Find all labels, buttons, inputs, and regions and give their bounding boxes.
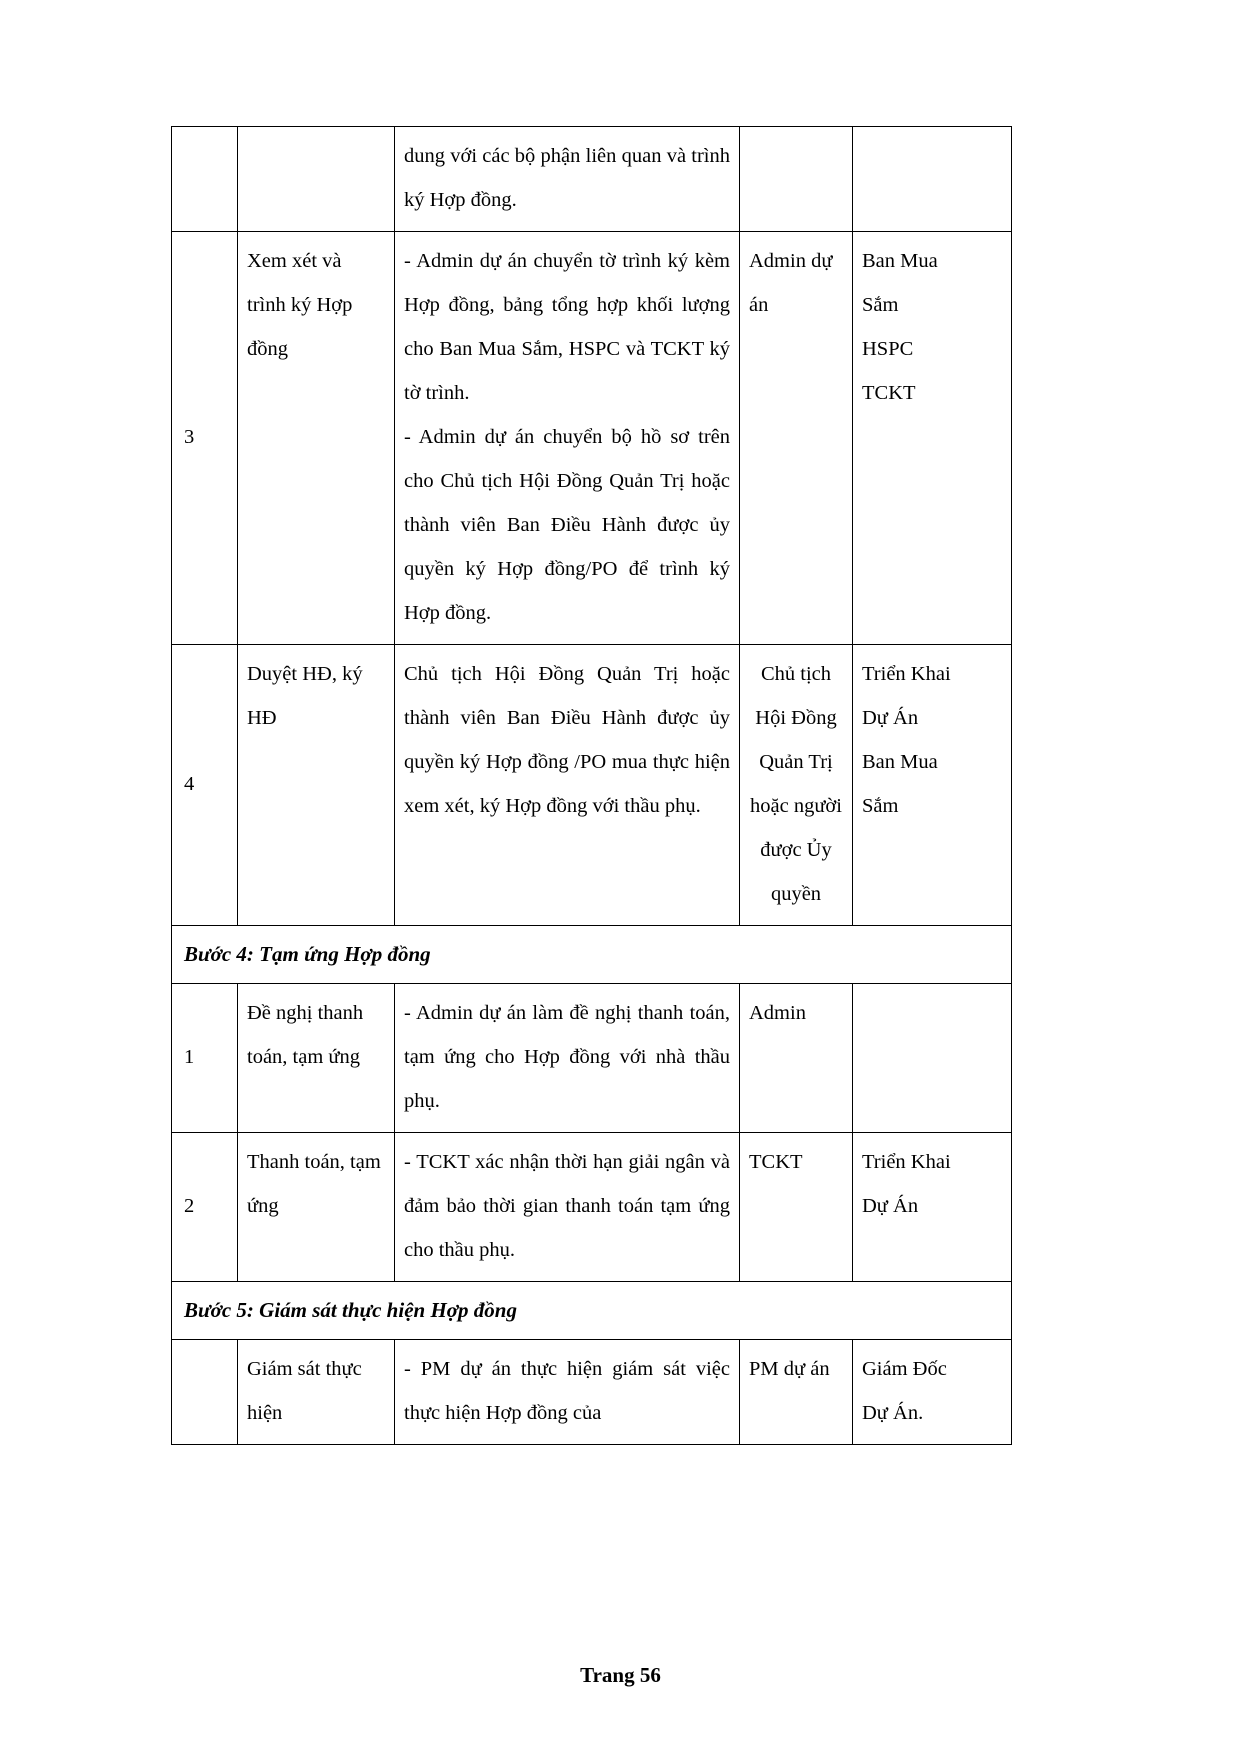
desc-paragraph: - Admin dự án chuyển tờ trình ký kèm Hợp đồng, bảng tổng hợp khối lượng cho Ban Mua Sắm, HSPC và TCKT ký tờ trình. (404, 250, 730, 404)
cell-no: 3 (172, 232, 238, 645)
rel-line: Triển Khai (862, 1151, 951, 1173)
rel-line: Ban Mua (862, 751, 938, 773)
cell-desc: dung với các bộ phận liên quan và trình ký Hợp đồng. (395, 127, 740, 232)
cell-desc: Chủ tịch Hội Đồng Quản Trị hoặc thành viên Ban Điều Hành được ủy quyền ký Hợp đồng /PO mua thực hiện xem xét, ký Hợp đồng với thầu phụ. (395, 645, 740, 926)
section-title: Bước 5: Giám sát thực hiện Hợp đồng (172, 1282, 1012, 1340)
cell-step: Xem xét và trình ký Hợp đồng (238, 232, 395, 645)
procedure-table (171, 126, 1012, 1445)
cell-step: Thanh toán, tạm ứng (238, 1133, 395, 1282)
cell-step: Duyệt HĐ, ký HĐ (238, 645, 395, 926)
cell-resp: Admin dự án (740, 232, 853, 645)
cell-resp: PM dự án (740, 1340, 853, 1445)
section-title: Bước 4: Tạm ứng Hợp đồng (172, 926, 1012, 984)
table-row (172, 984, 1012, 1133)
table-row (172, 1133, 1012, 1282)
page-footer: Trang 56 (580, 1663, 661, 1687)
rel-line: Ban Mua (862, 250, 938, 272)
cell-desc (395, 232, 740, 645)
cell-resp (740, 127, 853, 232)
cell-step: Đề nghị thanh toán, tạm ứng (238, 984, 395, 1133)
desc-paragraph: - Admin dự án chuyển bộ hồ sơ trên cho Chủ tịch Hội Đồng Quản Trị hoặc thành viên Ban Điều Hành được ủy quyền ký Hợp đồng/PO để trình ký Hợp đồng. (404, 426, 730, 624)
section-header-row (172, 926, 1012, 984)
cell-rel (853, 1133, 1012, 1282)
rel-line: TCKT (862, 382, 916, 404)
rel-line: Triển Khai (862, 663, 951, 685)
cell-resp: Admin (740, 984, 853, 1133)
cell-no: 1 (172, 984, 238, 1133)
rel-line: Sắm (862, 795, 899, 817)
cell-rel (853, 232, 1012, 645)
rel-line: Dự Án. (862, 1402, 924, 1424)
table-row (172, 645, 1012, 926)
cell-no (172, 127, 238, 232)
cell-desc: - PM dự án thực hiện giám sát việc thực hiện Hợp đồng của (395, 1340, 740, 1445)
table-row (172, 127, 1012, 232)
rel-line: Giám Đốc (862, 1358, 947, 1380)
rel-line: Dự Án (862, 707, 919, 729)
rel-line: Sắm (862, 294, 899, 316)
cell-resp: Chủ tịch Hội Đồng Quản Trị hoặc người được Ủy quyền (740, 645, 853, 926)
section-header-row (172, 1282, 1012, 1340)
cell-no: 2 (172, 1133, 238, 1282)
table-body (172, 127, 1012, 1445)
cell-rel (853, 127, 1012, 232)
rel-line: HSPC (862, 338, 914, 360)
cell-rel (853, 1340, 1012, 1445)
cell-no: 4 (172, 645, 238, 926)
cell-no (172, 1340, 238, 1445)
cell-resp: TCKT (740, 1133, 853, 1282)
cell-desc: - TCKT xác nhận thời hạn giải ngân và đảm bảo thời gian thanh toán tạm ứng cho thầu phụ. (395, 1133, 740, 1282)
cell-desc: - Admin dự án làm đề nghị thanh toán, tạm ứng cho Hợp đồng với nhà thầu phụ. (395, 984, 740, 1133)
cell-step: Giám sát thực hiện (238, 1340, 395, 1445)
table-row (172, 232, 1012, 645)
rel-line: Dự Án (862, 1195, 919, 1217)
cell-rel (853, 984, 1012, 1133)
table-row (172, 1340, 1012, 1445)
cell-rel (853, 645, 1012, 926)
cell-step (238, 127, 395, 232)
